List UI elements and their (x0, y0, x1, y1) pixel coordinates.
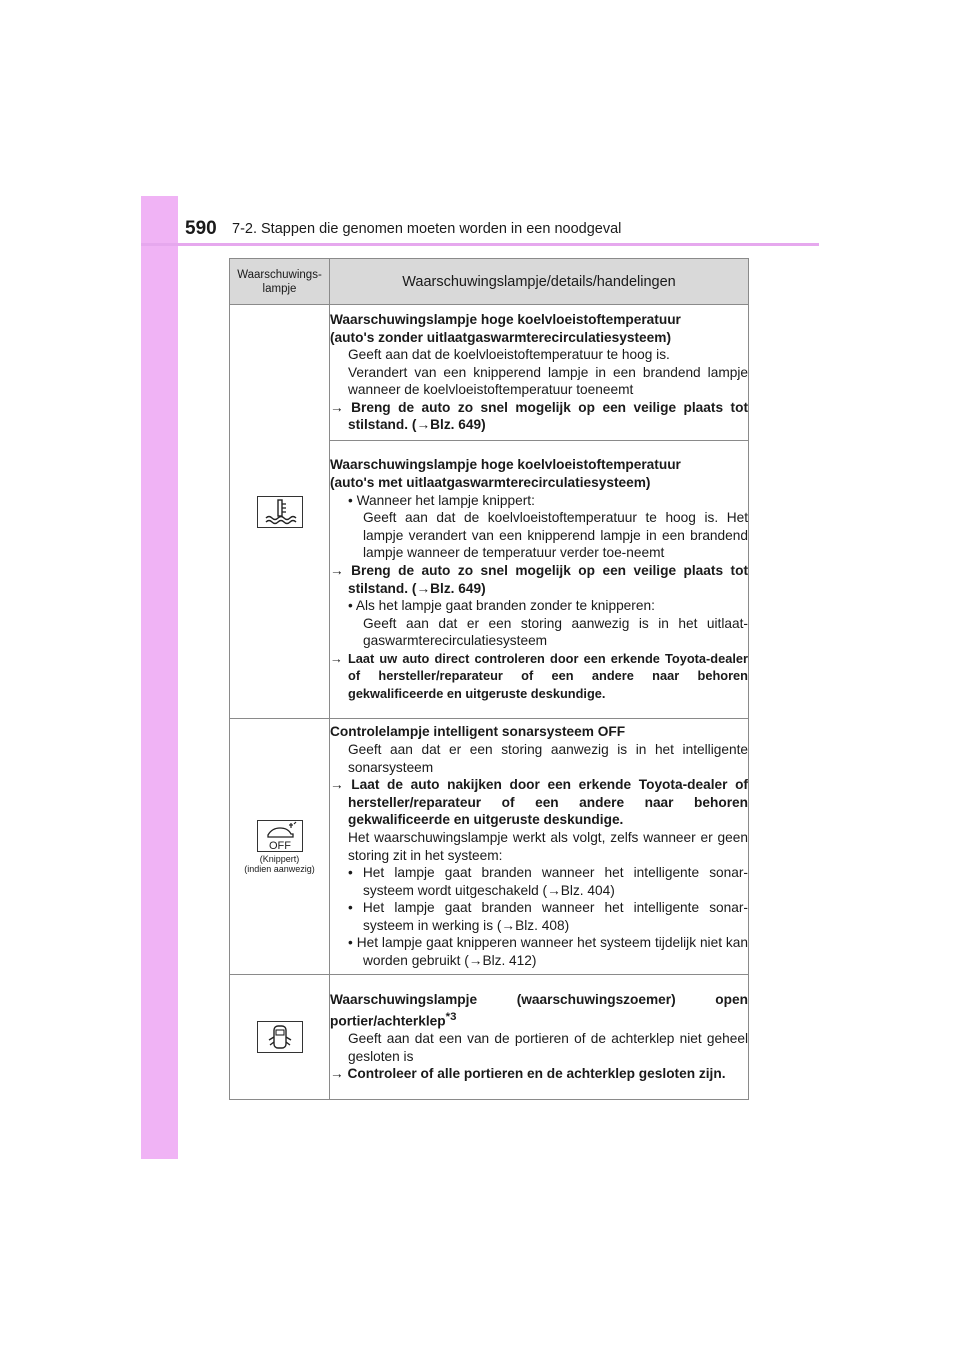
row2-bullet1-text: Geeft aan dat de koelvloeistoftemperatuur te hoog is. Het lampje verandert van een knipperend lampje in een brandend lampje wanneer de temperatuur verder toe-neemt (363, 510, 748, 561)
row4-action: → Controleer of alle portieren en de achterklep gesloten zijn. (330, 1066, 726, 1082)
row3-bullet3: • Het lampje gaat knipperen wanneer het systeem tijdelijk niet kan worden gebruikt (→Blz. 412) (348, 935, 748, 969)
lamp-cell-coolant (230, 305, 330, 719)
column-header-lamp-line2: lampje (262, 282, 297, 295)
table-row (230, 975, 749, 1100)
row4-line1: Geeft aan dat een van de portieren of de achterklep niet geheel gesloten is (348, 1030, 748, 1064)
row3-bullet1: • Het lampje gaat branden wanneer het intelligente sonar-systeem wordt uitgeschakeld (→Blz. 404) (348, 865, 748, 898)
side-tab-band (141, 196, 178, 1159)
row4-title (330, 991, 748, 1030)
section-title: 7-2. Stappen die genomen moeten worden in een noodgeval (232, 221, 622, 237)
row3-title: Controlelampje intelligent sonarsysteem OFF (330, 724, 626, 740)
details-cell-coolant-with-egr (330, 441, 749, 719)
row2-title2: (auto's met uitlaatgaswarmterecirculatiesysteem) (330, 474, 651, 490)
column-header-lamp (230, 259, 330, 305)
row1-line1: Geeft aan dat de koelvloeistoftemperatuur te hoog is. (348, 347, 670, 363)
page-number: 590 (185, 218, 217, 239)
details-cell-sonar (330, 719, 749, 975)
row3-action: → Laat de auto nakijken door een erkende Toyota-dealer of hersteller/reparateur of een andere naar behoren gekwalificeerde en uitgeruste deskundige. (330, 777, 748, 828)
row2-bullet2-text: Geeft aan dat er een storing aanwezig is in het uitlaat-gaswarmterecirculatiesysteem (363, 615, 748, 649)
row4-title-text: Waarschuwingslampje (waarschuwingszoemer) open portier/achterklep (330, 992, 748, 1029)
lamp-cell-open-door (230, 975, 330, 1100)
column-header-lamp-line1: Waarschuwings- (237, 268, 322, 281)
row2-bullet1: • Wanneer het lampje knippert: (348, 492, 535, 508)
header-rule (141, 243, 819, 246)
row3-line2: Het waarschuwingslampje werkt als volgt, zelfs wanneer er geen storing zit in het systeem: (348, 829, 748, 863)
sonar-off-icon (257, 820, 303, 852)
sonar-off-label: OFF (268, 839, 291, 851)
row1-title2: (auto's zonder uitlaatgaswarmterecirculatiesysteem) (330, 329, 671, 345)
column-header-details: Waarschuwingslampje/details/handelingen (330, 259, 749, 305)
row3-bullet2: • Het lampje gaat branden wanneer het intelligente sonar-systeem in werking is (→Blz. 408) (348, 900, 748, 933)
table-row (230, 719, 749, 975)
row1-action: → Breng de auto zo snel mogelijk op een veilige plaats tot stilstand. (→Blz. 649) (330, 399, 748, 433)
row2-action1: → Breng de auto zo snel mogelijk op een veilige plaats tot stilstand. (→Blz. 649) (330, 562, 748, 596)
row3-line1: Geeft aan dat er een storing aanwezig is in het intelligente sonarsysteem (348, 741, 748, 775)
row2-action2: → Laat uw auto direct controleren door een erkende Toyota-dealer of hersteller/reparateur of een andere naar behoren gekwalificeerde en uitgeruste deskundige. (330, 650, 748, 702)
row2-bullet2: • Als het lampje gaat branden zonder te knipperen: (348, 598, 655, 614)
row1-line2: Verandert van een knipperend lampje in een brandend lampje wanneer de koelvloeistoftemperatuur toeneemt (348, 364, 748, 398)
details-cell-open-door (330, 975, 749, 1100)
open-door-icon (257, 1021, 303, 1053)
warning-lamp-table (229, 258, 749, 1100)
row2-title1: Waarschuwingslampje hoge koelvloeistoftemperatuur (330, 457, 681, 473)
row4-title-footnote: *3 (445, 1010, 457, 1023)
lamp-cell-sonar (230, 719, 330, 975)
row1-title1: Waarschuwingslampje hoge koelvloeistoftemperatuur (330, 311, 681, 327)
details-cell-coolant-without-egr (330, 305, 749, 441)
table-header-row (230, 259, 749, 305)
sonar-icon-caption-optional: (indien aanwezig) (244, 863, 315, 874)
sonar-icon-caption-blink: (Knippert) (259, 853, 300, 864)
coolant-temperature-icon (257, 496, 303, 528)
table-row (230, 305, 749, 441)
